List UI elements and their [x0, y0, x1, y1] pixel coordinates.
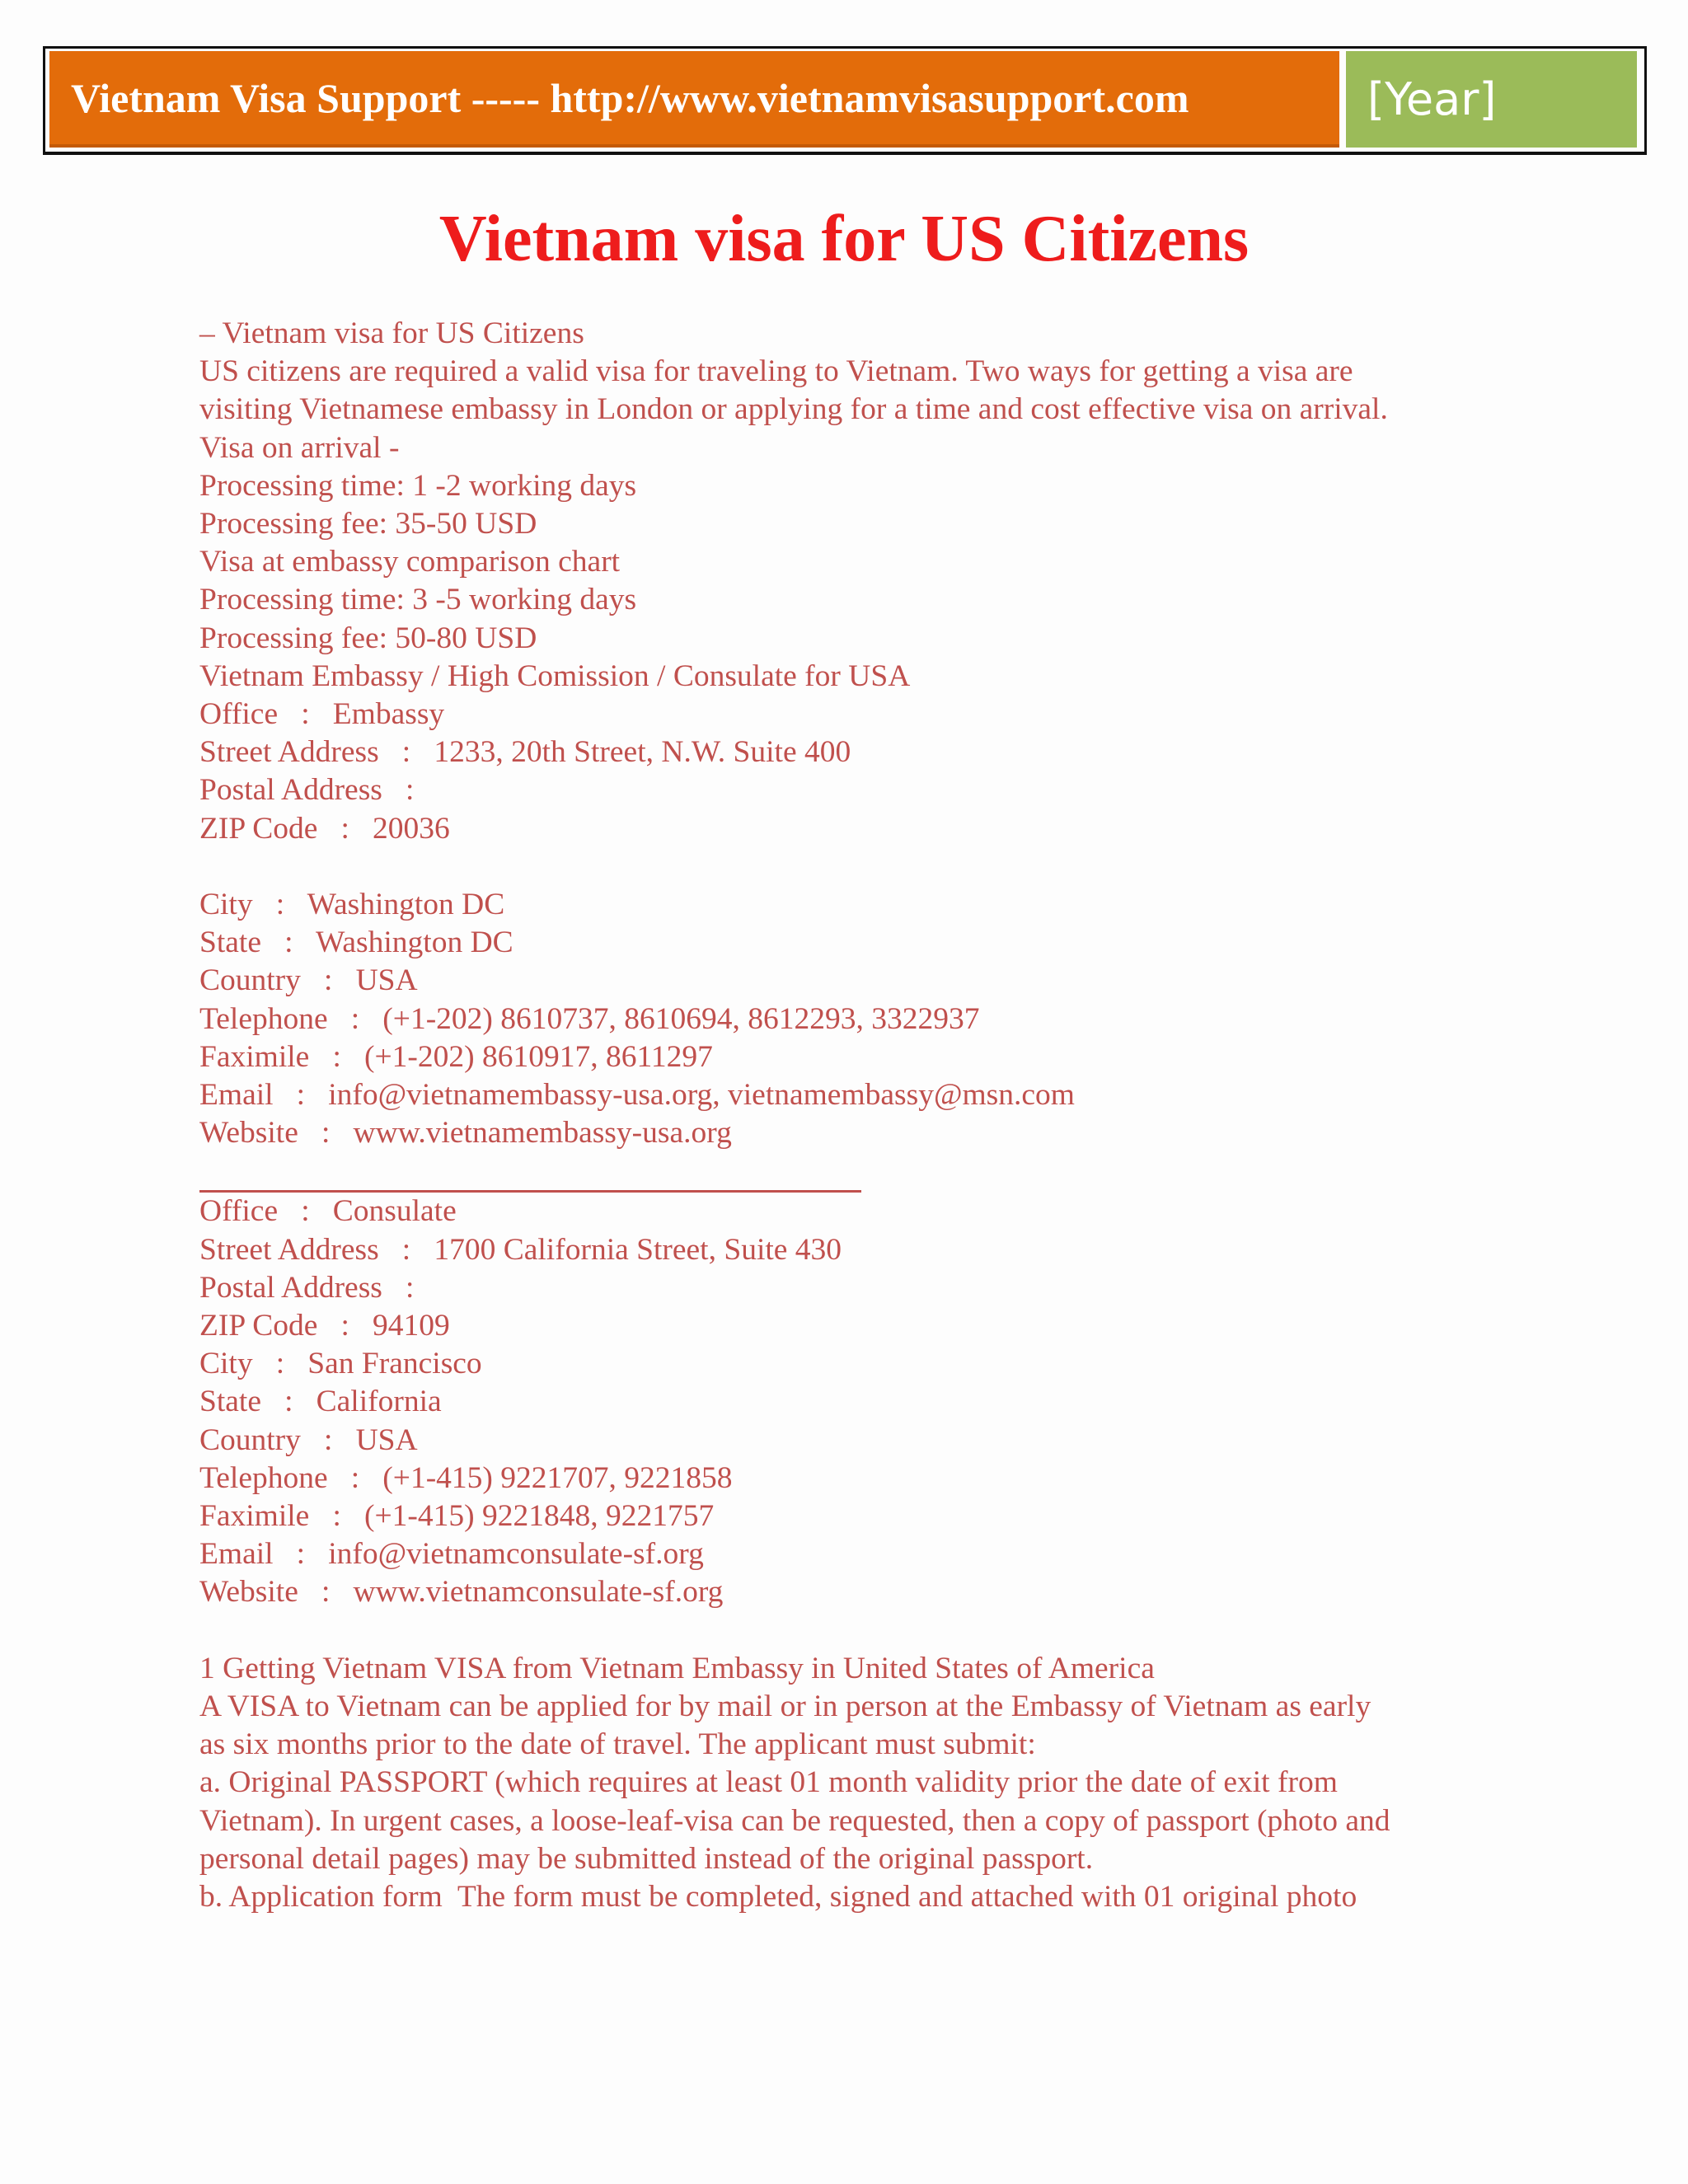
consulate-section [199, 1193, 1518, 1611]
consulate-detail-line: Office : Consulate [199, 1194, 457, 1229]
paragraph-line: a. Original PASSPORT (which requires at least 01 month validity prior the date of exit from [199, 1765, 1338, 1800]
paragraph-line: Vietnam). In urgent cases, a loose-leaf-visa can be requested, then a copy of passport (photo and [199, 1803, 1390, 1838]
consulate-detail-line: City : San Francisco [199, 1347, 482, 1381]
consulate-detail-line: Website : www.vietnamconsulate-sf.org [199, 1575, 724, 1610]
header-banner-text: Vietnam Visa Support ----- http://www.vietnamvisasupport.com [71, 74, 1189, 121]
paragraph-line: as six months prior to the date of travel. The applicant must submit: [199, 1727, 1036, 1762]
embassy-detail-line: Website : www.vietnamembassy-usa.org [199, 1116, 732, 1151]
document-title: Vietnam visa for US Citizens [438, 203, 1250, 275]
intro-line: Vietnam Embassy / High Comission / Consulate for USA [199, 658, 911, 693]
embassy-detail-line: Telephone : (+1-202) 8610737, 8610694, 8612293, 3322937 [199, 1001, 980, 1036]
intro-line: visiting Vietnamese embassy in London or applying for a time and cost effective visa on arrival. [199, 392, 1388, 427]
paragraph-line: personal detail pages) may be submitted instead of the original passport. [199, 1841, 1094, 1876]
embassy-detail-line: Country : USA [199, 963, 418, 998]
consulate-detail-line: Telephone : (+1-415) 9221707, 9221858 [199, 1460, 733, 1495]
embassy-detail-line: Office : Embassy [199, 697, 445, 732]
embassy-section [199, 696, 1518, 1152]
embassy-detail-line: Street Address : 1233, 20th Street, N.W. Suite 400 [199, 735, 851, 770]
intro-line: US citizens are required a valid visa for traveling to Vietnam. Two ways for getting a visa are [199, 354, 1353, 389]
consulate-detail-line: Postal Address : [199, 1270, 415, 1305]
intro-line: Processing time: 3 -5 working days [199, 583, 637, 617]
application-section [199, 1650, 1518, 1916]
consulate-detail-line: Email : info@vietnamconsulate-sf.org [199, 1537, 704, 1572]
paragraph-line: A VISA to Vietnam can be applied for by mail or in person at the Embassy of Vietnam as early [199, 1690, 1372, 1724]
consulate-detail-line: ZIP Code : 94109 [199, 1309, 450, 1343]
embassy-detail-line: ZIP Code : 20036 [199, 811, 450, 846]
intro-line: Visa at embassy comparison chart [199, 545, 621, 579]
consulate-detail-line: State : California [199, 1385, 442, 1419]
intro-line: Processing fee: 50-80 USD [199, 621, 537, 655]
document-body [199, 315, 1518, 1916]
blank-line [199, 848, 1518, 886]
paragraph-line: b. Application form The form must be completed, signed and attached with 01 original photo [199, 1880, 1357, 1915]
section-heading: 1 Getting Vietnam VISA from Vietnam Embassy in United States of America [199, 1651, 1155, 1685]
embassy-detail-line: Postal Address : [199, 773, 415, 808]
header-year-placeholder: [Year] [1367, 73, 1497, 125]
consulate-detail-line: Street Address : 1700 California Street, Suite 430 [199, 1232, 842, 1267]
embassy-detail-line: State : Washington DC [199, 926, 513, 960]
intro-line: Visa on arrival - [199, 430, 400, 465]
intro-line: – Vietnam visa for US Citizens [199, 316, 584, 350]
header-year-box [1346, 51, 1637, 148]
consulate-detail-line: Faximile : (+1-415) 9221848, 9221757 [199, 1499, 715, 1534]
blank-line [199, 1612, 1518, 1650]
intro-section [199, 315, 1518, 696]
embassy-detail-line: City : Washington DC [199, 888, 505, 922]
section-divider [199, 1162, 861, 1193]
intro-line: Processing fee: 35-50 USD [199, 507, 537, 541]
consulate-detail-line: Country : USA [199, 1422, 418, 1457]
intro-line: Processing time: 1 -2 working days [199, 468, 637, 503]
embassy-detail-line: Email : info@vietnamembassy-usa.org, vietnamembassy@msn.com [199, 1078, 1075, 1113]
header-banner [49, 51, 1339, 148]
embassy-detail-line: Faximile : (+1-202) 8610917, 8611297 [199, 1039, 713, 1074]
